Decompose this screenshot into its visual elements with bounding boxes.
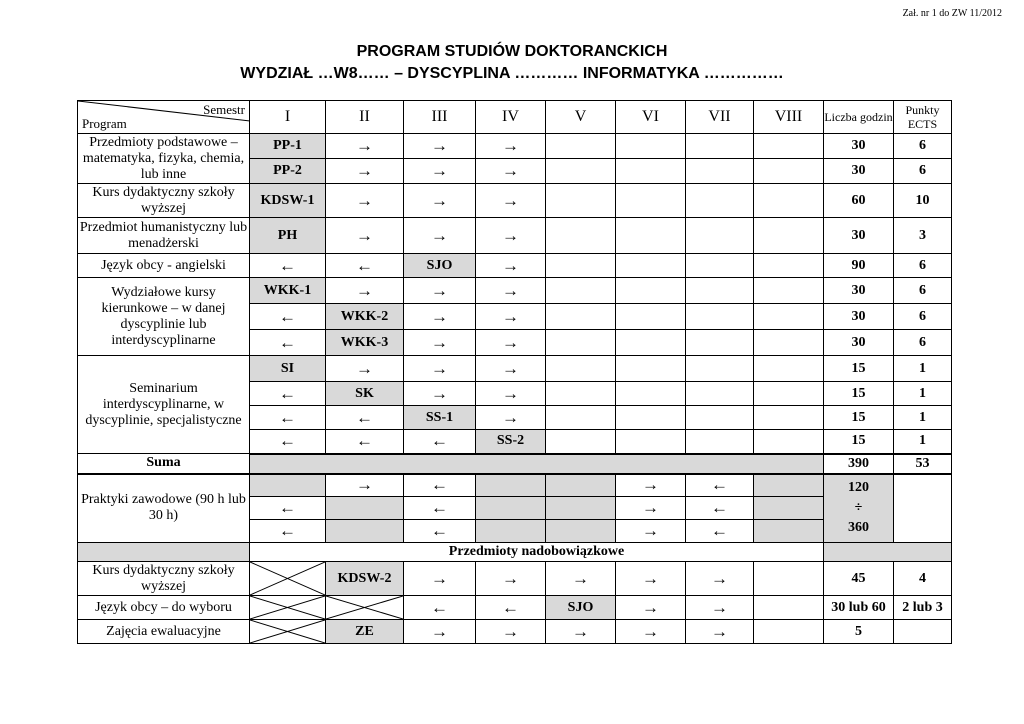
course-code: SJO: [404, 254, 476, 278]
gray-cell: [476, 497, 546, 520]
sem-4: IV: [476, 101, 546, 134]
arrow-left: ←: [250, 520, 326, 543]
arrow-right: →: [616, 620, 686, 644]
arrow-right: →: [476, 356, 546, 382]
empty-cell: [754, 356, 824, 382]
table-row: [78, 278, 952, 304]
arrow-right: →: [546, 562, 616, 596]
empty-cell: [754, 159, 824, 184]
hours-value: 30: [824, 218, 894, 254]
empty-cell: [546, 184, 616, 218]
table-row: [78, 474, 952, 497]
sum-gray-band: [250, 454, 824, 474]
sum-hours: 390: [824, 454, 894, 474]
sem-1: I: [250, 101, 326, 134]
arrow-right: →: [616, 596, 686, 620]
arrow-right: →: [476, 218, 546, 254]
empty-cell: [616, 406, 686, 430]
sem-6: VI: [616, 101, 686, 134]
gray-cell: [78, 543, 250, 562]
ects-value: 1: [894, 430, 952, 454]
ects-value: 1: [894, 406, 952, 430]
arrow-left: ←: [250, 382, 326, 406]
empty-cell: [686, 184, 754, 218]
arrow-right: →: [326, 356, 404, 382]
table-row: [78, 562, 952, 596]
course-code: WKK-3: [326, 330, 404, 356]
hours-value: 90: [824, 254, 894, 278]
empty-cell: [754, 330, 824, 356]
praktyki-hours: [824, 474, 894, 543]
hours-value: 5: [824, 620, 894, 644]
empty-cell: [546, 406, 616, 430]
table-row: [78, 134, 952, 159]
arrow-left: ←: [250, 330, 326, 356]
empty-cell: [616, 184, 686, 218]
row-label-kdsw2: Kurs dydaktyczny szkoły wyższej: [78, 562, 250, 596]
arrow-left: ←: [326, 254, 404, 278]
hours-value: 30: [824, 330, 894, 356]
empty-cell: [546, 218, 616, 254]
empty-cell: [686, 356, 754, 382]
empty-cell: [616, 430, 686, 454]
crossed-cell: [250, 620, 326, 644]
arrow-left: ←: [250, 304, 326, 330]
empty-cell: [686, 254, 754, 278]
arrow-left: ←: [326, 406, 404, 430]
course-code: SJO: [546, 596, 616, 620]
arrow-right: →: [476, 304, 546, 330]
arrow-right: →: [404, 304, 476, 330]
empty-cell: [686, 134, 754, 159]
ects-value: 6: [894, 159, 952, 184]
sem-5: V: [546, 101, 616, 134]
arrow-right: →: [476, 134, 546, 159]
optional-header: Przedmioty nadobowiązkowe: [250, 543, 824, 562]
empty-cell: [754, 430, 824, 454]
course-code: KDSW-1: [250, 184, 326, 218]
attachment-note: Zał. nr 1 do ZW 11/2012: [902, 8, 1002, 19]
sem-3: III: [404, 101, 476, 134]
gray-cell: [250, 474, 326, 497]
arrow-right: →: [476, 406, 546, 430]
arrow-right: →: [616, 520, 686, 543]
empty-cell: [546, 356, 616, 382]
gray-cell: [754, 520, 824, 543]
arrow-left: ←: [476, 596, 546, 620]
arrow-left: ←: [250, 406, 326, 430]
hours-value: 30: [824, 304, 894, 330]
empty-cell: [754, 562, 824, 596]
ects-value: 6: [894, 330, 952, 356]
arrow-right: →: [404, 562, 476, 596]
arrow-right: →: [476, 184, 546, 218]
arrow-left: ←: [686, 497, 754, 520]
hours-value: 30: [824, 159, 894, 184]
arrow-right: →: [616, 474, 686, 497]
arrow-right: →: [404, 330, 476, 356]
ects-value: 6: [894, 304, 952, 330]
ects-value: 1: [894, 356, 952, 382]
arrow-left: ←: [404, 474, 476, 497]
course-code: KDSW-2: [326, 562, 404, 596]
table-row: [78, 356, 952, 382]
hours-value: 45: [824, 562, 894, 596]
page-subtitle: WYDZIAŁ …W8…… – DYSCYPLINA ………… INFORMATYKA ……………: [240, 65, 784, 82]
empty-cell: [546, 382, 616, 406]
gray-cell: [476, 520, 546, 543]
empty-cell: [754, 620, 824, 644]
course-code: SI: [250, 356, 326, 382]
empty-cell: [616, 218, 686, 254]
sem-8: VIII: [754, 101, 824, 134]
empty-cell: [546, 330, 616, 356]
ects-value: 4: [894, 562, 952, 596]
crossed-cell: [326, 596, 404, 620]
empty-cell: [894, 474, 952, 543]
empty-cell: [754, 278, 824, 304]
course-code: SK: [326, 382, 404, 406]
empty-cell: [616, 159, 686, 184]
empty-cell: [686, 406, 754, 430]
empty-cell: [754, 134, 824, 159]
program-label: Program: [82, 116, 127, 131]
arrow-left: ←: [250, 497, 326, 520]
course-code: PP-2: [250, 159, 326, 184]
gray-cell: [476, 474, 546, 497]
empty-cell: [754, 254, 824, 278]
arrow-right: →: [476, 278, 546, 304]
arrow-right: →: [326, 474, 404, 497]
arrow-right: →: [404, 218, 476, 254]
hours-value: 30: [824, 134, 894, 159]
empty-cell: [686, 218, 754, 254]
empty-cell: [616, 304, 686, 330]
empty-cell: [616, 134, 686, 159]
row-label-praktyki: Praktyki zawodowe (90 h lub 30 h): [78, 474, 250, 543]
gray-cell: [326, 497, 404, 520]
empty-cell: [616, 382, 686, 406]
gray-cell: [326, 520, 404, 543]
ects-value: 6: [894, 278, 952, 304]
arrow-right: →: [404, 159, 476, 184]
arrow-right: →: [476, 382, 546, 406]
empty-cell: [686, 330, 754, 356]
arrow-right: →: [404, 382, 476, 406]
empty-cell: [686, 159, 754, 184]
program-table: [77, 100, 952, 644]
empty-cell: [546, 430, 616, 454]
hours-header: Liczba godzin: [824, 101, 894, 134]
row-label-ph: Przedmiot humanistyczny lub menadżerski: [78, 218, 250, 254]
arrow-right: →: [326, 184, 404, 218]
arrow-right: →: [404, 620, 476, 644]
row-label-kdsw: Kurs dydaktyczny szkoły wyższej: [78, 184, 250, 218]
empty-cell: [686, 278, 754, 304]
course-code: ZE: [326, 620, 404, 644]
arrow-right: →: [616, 562, 686, 596]
arrow-right: →: [326, 218, 404, 254]
page-title: PROGRAM STUDIÓW DOKTORANCKICH: [356, 43, 668, 60]
arrow-left: ←: [404, 497, 476, 520]
empty-cell: [754, 184, 824, 218]
ects-value: 6: [894, 134, 952, 159]
empty-cell: [616, 254, 686, 278]
empty-cell: [686, 430, 754, 454]
crossed-cell: [250, 562, 326, 596]
ects-header: Punkty ECTS: [894, 101, 952, 134]
empty-cell: [546, 278, 616, 304]
empty-cell: [616, 278, 686, 304]
gray-cell: [546, 497, 616, 520]
sem-7: VII: [686, 101, 754, 134]
table-row: [78, 218, 952, 254]
arrow-left: ←: [250, 254, 326, 278]
hours-value: 30: [824, 278, 894, 304]
sum-row: [78, 454, 952, 474]
table-row: [78, 596, 952, 620]
arrow-right: →: [404, 356, 476, 382]
hours-value: 15: [824, 406, 894, 430]
ects-value: [894, 620, 952, 644]
arrow-right: →: [686, 562, 754, 596]
empty-cell: [686, 382, 754, 406]
arrow-left: ←: [404, 430, 476, 454]
sum-ects: 53: [894, 454, 952, 474]
ects-value: 2 lub 3: [894, 596, 952, 620]
gray-cell: [824, 543, 952, 562]
gray-cell: [546, 474, 616, 497]
ects-value: 3: [894, 218, 952, 254]
hours-value: 15: [824, 356, 894, 382]
arrow-right: →: [326, 278, 404, 304]
arrow-right: →: [476, 620, 546, 644]
ects-value: 10: [894, 184, 952, 218]
arrow-left: ←: [686, 474, 754, 497]
row-label-jo: Język obcy - angielski: [78, 254, 250, 278]
arrow-right: →: [546, 620, 616, 644]
empty-cell: [546, 304, 616, 330]
hours-value: 15: [824, 430, 894, 454]
empty-cell: [616, 330, 686, 356]
empty-cell: [754, 218, 824, 254]
row-label-pp: Przedmioty podstawowe – matematyka, fizyka, chemia, lub inne: [78, 134, 250, 184]
empty-cell: [546, 134, 616, 159]
arrow-right: →: [404, 184, 476, 218]
empty-cell: [754, 304, 824, 330]
course-code: WKK-1: [250, 278, 326, 304]
row-label-seminarium: Seminarium interdyscyplinarne, w dyscyplinie, specjalistyczne: [78, 356, 250, 454]
sum-label: Suma: [78, 454, 250, 474]
arrow-right: →: [476, 330, 546, 356]
header-row: [78, 101, 952, 134]
arrow-right: →: [476, 254, 546, 278]
empty-cell: [616, 356, 686, 382]
row-label-wkk: Wydziałowe kursy kierunkowe – w danej dyscyplinie lub interdyscyplinarne: [78, 278, 250, 356]
course-code: PH: [250, 218, 326, 254]
arrow-left: ←: [686, 520, 754, 543]
arrow-right: →: [686, 596, 754, 620]
sem-2: II: [326, 101, 404, 134]
ects-value: 6: [894, 254, 952, 278]
crossed-cell: [250, 596, 326, 620]
ects-value: 1: [894, 382, 952, 406]
arrow-left: ←: [404, 520, 476, 543]
table-row: [78, 620, 952, 644]
arrow-right: →: [476, 562, 546, 596]
arrow-right: →: [326, 159, 404, 184]
table-row: [78, 184, 952, 218]
empty-cell: [686, 304, 754, 330]
arrow-right: →: [404, 134, 476, 159]
course-code: SS-1: [404, 406, 476, 430]
arrow-left: ←: [326, 430, 404, 454]
arrow-right: →: [476, 159, 546, 184]
semestr-program-cell: [78, 101, 250, 134]
empty-cell: [546, 254, 616, 278]
semestr-label: Semestr: [203, 102, 245, 117]
optional-header-row: [78, 543, 952, 562]
course-code: WKK-2: [326, 304, 404, 330]
arrow-right: →: [404, 278, 476, 304]
empty-cell: [754, 406, 824, 430]
arrow-left: ←: [404, 596, 476, 620]
empty-cell: [546, 159, 616, 184]
row-label-ze: Zajęcia ewaluacyjne: [78, 620, 250, 644]
arrow-left: ←: [250, 430, 326, 454]
gray-cell: [754, 497, 824, 520]
row-label-jow: Język obcy – do wyboru: [78, 596, 250, 620]
table-row: [78, 254, 952, 278]
arrow-right: →: [326, 134, 404, 159]
gray-cell: [546, 520, 616, 543]
arrow-right: →: [616, 497, 686, 520]
empty-cell: [754, 596, 824, 620]
hours-value: 15: [824, 382, 894, 406]
hours-value: 60: [824, 184, 894, 218]
empty-cell: [754, 382, 824, 406]
course-code: PP-1: [250, 134, 326, 159]
gray-cell: [754, 474, 824, 497]
praktyki-hours-text: 120 ÷ 360: [848, 480, 869, 536]
course-code: SS-2: [476, 430, 546, 454]
arrow-right: →: [686, 620, 754, 644]
hours-value: 30 lub 60: [824, 596, 894, 620]
